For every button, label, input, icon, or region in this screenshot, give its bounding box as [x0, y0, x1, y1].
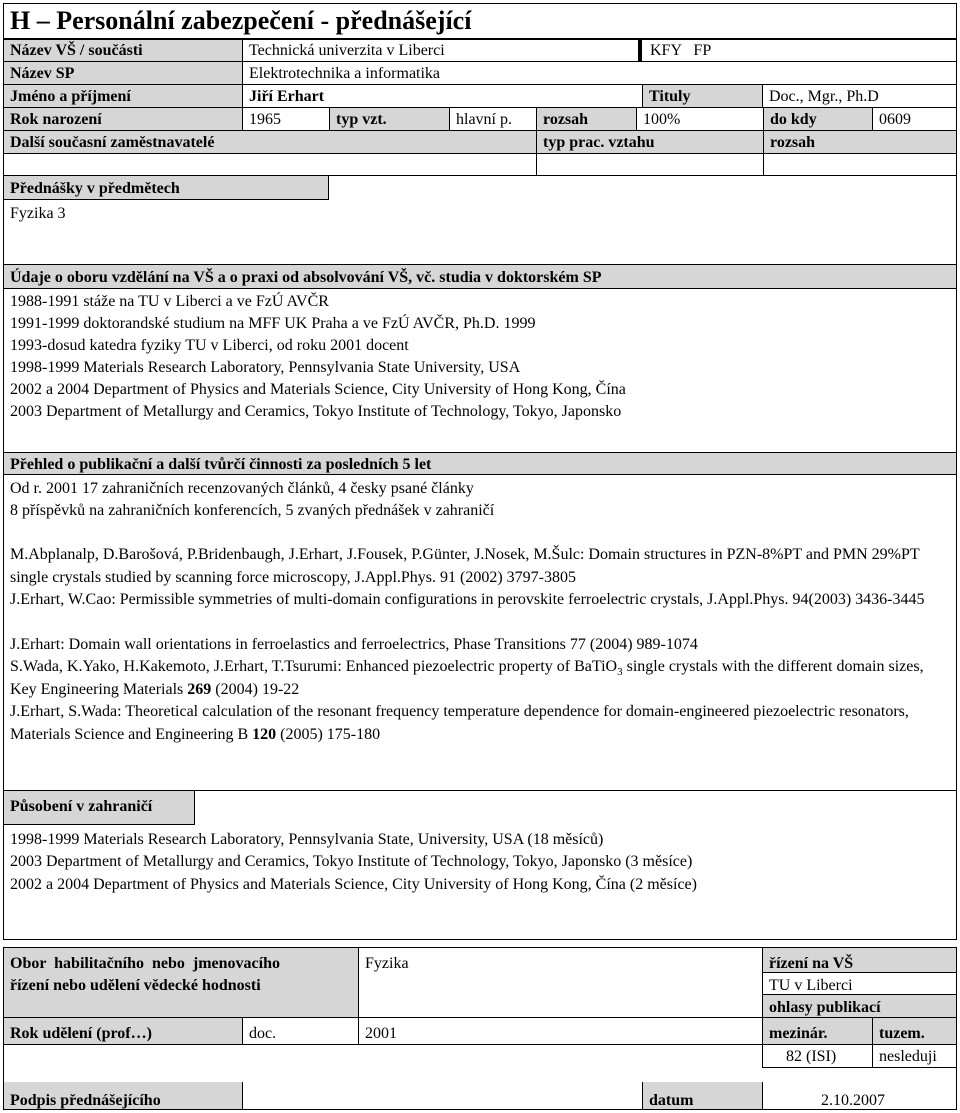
publication-item: J.Erhart, W.Cao: Permissible symmetries of multi-domain configurations in perovskite ferroelectric crystals, J.Appl.Phys. 94(2003) 3436-3445 — [10, 591, 925, 608]
citations-label: ohlasy publikací — [769, 999, 881, 1016]
education-line: 2003 Department of Metallurgy and Ceramics, Tokyo Institute of Technology, Tokyo, Japonsko — [10, 403, 622, 420]
publication-subscript: 3 — [617, 666, 623, 679]
other-work-type-cell — [536, 153, 764, 176]
field-value: Fyzika — [365, 955, 409, 972]
education-line: 1993-dosud katedra fyziky TU v Liberci, od roku 2001 docent — [10, 337, 409, 354]
year-type: doc. — [249, 1025, 277, 1042]
publication-item — [10, 656, 945, 701]
work-type-label: typ prac. vztahu — [543, 134, 655, 151]
other-scope-cell — [763, 153, 957, 176]
publications-label: Přehled o publikační a další tvůrčí činnosti za posledních 5 let — [10, 456, 432, 473]
publications-summary: Od r. 2001 17 zahraničních recenzovaných článků, 4 česky psané články — [10, 480, 474, 497]
until-label: do kdy — [770, 111, 817, 128]
dept-value: KFY FP — [650, 42, 712, 59]
scope-value: 100% — [643, 111, 681, 128]
name-value: Jiří Erhart — [249, 88, 325, 105]
publication-text: (2004) 19-22 — [211, 680, 300, 698]
date-label: datum — [649, 1092, 694, 1109]
signature-cell — [242, 1082, 643, 1110]
other-employers-label: Další současní zaměstnavatelé — [10, 134, 215, 151]
year-label: Rok udělení (prof…) — [10, 1025, 152, 1042]
lecture-item: Fyzika 3 — [10, 205, 66, 222]
education-line: 2002 a 2004 Department of Physics and Materials Science, City University of Hong Kong, Čína — [10, 381, 626, 398]
year-value-cell — [358, 1017, 763, 1045]
publication-text: S.Wada, K.Yako, H.Kakemoto, J.Erhart, T.Tsurumi: Enhanced piezoelectric property of BaTiO — [10, 658, 618, 675]
titles-label: Tituly — [649, 88, 691, 105]
abroad-line: 1998-1999 Materials Research Laboratory, Pennsylvania State, University, USA (18 měsíců) — [10, 831, 604, 848]
abroad-line: 2002 a 2004 Department of Physics and Materials Science, City University of Hong Kong, Čína (2 měsíce) — [10, 876, 697, 893]
abroad-label: Působení v zahraničí — [10, 798, 153, 815]
school-label: Název VŠ / součásti — [10, 42, 143, 59]
education-line: 1991-1999 doktorandské studium na MFF UK Praha a ve FzÚ AVČR, Ph.D. 1999 — [10, 315, 536, 332]
school-value: Technická univerzita v Liberci — [249, 42, 445, 59]
publication-text: single crystals with the different domain sizes, Key Engineering Materials — [10, 658, 924, 698]
education-line: 1998-1999 Materials Research Laboratory, Pennsylvania State University, USA — [10, 359, 521, 376]
lectures-label: Přednášky v předmětech — [10, 180, 180, 197]
education-line: 1988-1991 stáže na TU v Liberci a ve FzÚ AVČR — [10, 293, 329, 310]
titles-value: Doc., Mgr., Ph.D — [769, 88, 879, 105]
signature-label: Podpis přednášejícího — [10, 1092, 161, 1109]
scope-label: rozsah — [543, 111, 589, 128]
year-value: 2001 — [365, 1025, 397, 1042]
procedure-value: TU v Liberci — [769, 977, 853, 994]
procedure-label: řízení na VŠ — [769, 955, 854, 972]
domestic-label: tuzem. — [879, 1025, 925, 1042]
domestic-value: nesleduji — [879, 1048, 937, 1065]
birth-label: Rok narození — [10, 111, 102, 128]
other-employer-cell — [3, 153, 537, 176]
publication-item: M.Abplanalp, D.Barošová, P.Bridenbaugh, J.Erhart, J.Fousek, P.Günter, J.Nosek, M.Šulc: Domain structures in PZN-8%PT and PMN 29%PT single crystals studied by scanning force microscopy, J.Appl.Phys. 91 (2002) 3797-3805 — [10, 546, 920, 586]
publication-volume: 120 — [252, 725, 277, 743]
emp-type-value: hlavní p. — [456, 111, 512, 128]
publication-item — [10, 701, 945, 746]
name-label: Jméno a příjmení — [10, 88, 131, 105]
field-label-line1: Obor habilitačního nebo jmenovacího — [10, 955, 280, 972]
sp-label: Název SP — [10, 65, 75, 82]
field-label-line2: řízení nebo udělení vědecké hodnosti — [10, 977, 261, 994]
other-scope-label: rozsah — [770, 134, 816, 151]
sp-value: Elektrotechnika a informatika — [249, 65, 441, 82]
emp-type-label: typ vzt. — [336, 111, 387, 128]
page-title: H – Personální zabezpečení - přednášející — [10, 6, 472, 35]
education-label: Údaje o oboru vzdělání na VŠ a o praxi od absolvování VŠ, vč. studia v doktorském SP — [10, 269, 602, 286]
intl-label: mezinár. — [769, 1025, 828, 1042]
publication-text: (2005) 175-180 — [276, 725, 381, 743]
intl-value: 82 (ISI) — [786, 1048, 837, 1065]
publication-text: J.Erhart, S.Wada: Theoretical calculation of the resonant frequency temperature dependence for domain-engineered piezoelectric resonators, Materials Science and Engineering B — [10, 703, 909, 743]
date-value: 2.10.2007 — [821, 1092, 885, 1109]
abroad-line: 2003 Department of Metallurgy and Ceramics, Tokyo Institute of Technology, Tokyo, Japonsko (3 měsíce) — [10, 853, 693, 870]
field-value-cell — [358, 947, 763, 1018]
until-value: 0609 — [879, 111, 911, 128]
publications-summary: 8 příspěvků na zahraničních konferencích, 5 zvaných přednášek v zahraničí — [10, 502, 495, 519]
publication-item: J.Erhart: Domain wall orientations in ferroelastics and ferroelectrics, Phase Transitions 77 (2004) 989-1074 — [10, 636, 698, 653]
publication-volume: 269 — [187, 680, 212, 698]
birth-value: 1965 — [249, 111, 281, 128]
